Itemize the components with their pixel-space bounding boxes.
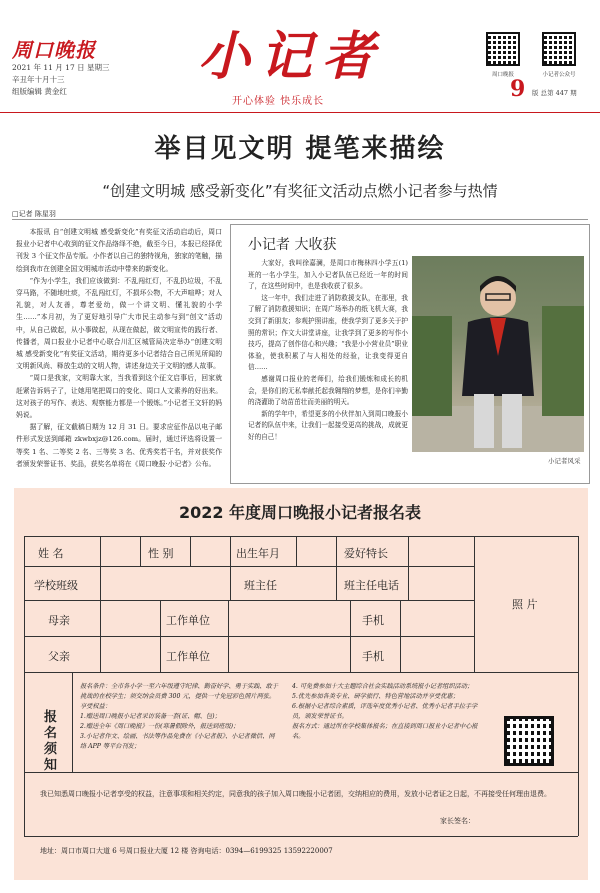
form-grid-line — [228, 600, 229, 672]
mother-label: 母亲 — [48, 614, 70, 627]
qr-caption-wechat: 小记者公众号 — [542, 72, 576, 78]
sidebar-title: 小记者 大收获 — [248, 237, 337, 253]
teacher-label: 班主任 — [244, 579, 277, 592]
page-number: 9 — [510, 76, 526, 102]
mother-phone-label: 手机 — [362, 614, 384, 627]
sidebar-paragraph: 这一年中，我们走进了消防救援支队，在那里，我了解了消防救援知识；在周广场举办的纸飞机大赛，我交到了新朋友；参观护照讲座，使我学到了更多关于护照的常识；作文大讲堂讲座，让我学到了更多的写作小技巧，提高了创作信心和兴趣；“我是小小营业员”职业体验，使我积累了与人相处的经验，让我变得更自信…… — [248, 293, 408, 372]
form-grid-line — [160, 600, 161, 672]
form-grid-line — [24, 636, 474, 637]
notice-item: 2.赠送全年《周口晚报》一份(寒暑假除外，报送到班级)； — [80, 723, 240, 730]
article-paragraph: “周口是我家，文明靠大家，当我看到这个征文启事后，回家就赶紧告诉妈子了，让她用笔把周口的变化、周口人文素养的好出来。这对孩子的写作、表达、观察能力都是一个锻炼。”小记者王文轩的妈妈说。 — [16, 374, 222, 420]
parent-signature-label: 家长签名： — [440, 817, 475, 825]
sidebar-paragraph: 感谢周口报业的老师们，给我们锻炼和成长的机会，是你们的无私奉献托起我翱翔的梦想，是你们辛勤的浇灌助了幼苗茁壮而美丽的明天。 — [248, 374, 408, 407]
form-grid-line — [190, 536, 191, 566]
article-paragraph: 本报讯 自“创建文明城 感受新变化”有奖征文活动启动后，周口报业小记者中心收到的征文作品络绎不绝，截至今日，本报已经择优刊发 3 个征文作品专版。小作者以自己的独特视角，独家的笔触，描绘到我市在创建全国文明城市活动中带来的新变化。 — [16, 228, 222, 273]
sidebar-paragraph: 新的学年中，希望更多的小伙伴加入到周口晚报小记者的队伍中来，让我们一起接受更高的挑战，成就更好的自己！ — [248, 409, 408, 441]
headline: 举目见文明 提笔来描绘 — [154, 134, 446, 164]
father-workplace-label: 工作单位 — [166, 650, 210, 663]
header-divider — [0, 112, 600, 113]
form-grid-line — [474, 536, 475, 672]
notice-item: 1.赠送周口晚报小记者采访装备一套(证、帽、包)； — [80, 713, 221, 720]
contact-address: 地址：周口市周口大道 6 号周口报业大厦 12 楼 咨询电话：0394—6199325 13592220007 — [40, 847, 333, 855]
notice-item: 享受权益： — [80, 703, 111, 710]
form-grid-line — [24, 566, 474, 567]
photo-caption: 小记者风采 — [548, 457, 581, 465]
form-grid-line — [24, 600, 474, 601]
form-grid-line — [24, 772, 578, 773]
qr-caption-paper: 周口晚报 — [491, 72, 514, 78]
section-slogan: 开心体验 快乐成长 — [232, 96, 325, 107]
form-grid-line — [24, 536, 25, 836]
reporter-figure-icon — [412, 256, 584, 452]
section-title: 小记者 — [198, 26, 385, 87]
byline: □记者 陈星羽 — [12, 210, 56, 218]
issue-date: 2021 年 11 月 17 日 星期三 — [12, 63, 110, 72]
qr-code-paper — [486, 32, 520, 66]
form-grid-line — [24, 672, 578, 673]
form-grid-line — [408, 536, 409, 600]
notice-item: 6.根据小记者综合素质，评选年度优秀小记者、优秀小记者手拉手学员，颁发荣誉证书。 — [292, 703, 478, 720]
form-grid-line — [24, 836, 578, 837]
article-body — [16, 226, 222, 470]
school-label: 学校班级 — [34, 579, 78, 592]
notice-item: 5.优先参加各类专业、研学旅行、特色营地活动并享受优惠； — [292, 693, 459, 700]
lunar-date: 辛丑年十月十三 — [12, 75, 65, 84]
sidebar-text — [248, 258, 408, 444]
article-paragraph: 据了解，征文截稿日期为 12 月 31 日。要求应征作品以电子邮件形式发送到邮箱 zkwbxjz@126.com。届时，通过评选将设置一等奖 1 名、二等奖 2 名、三等奖 3 名、优秀奖若干名，并对获奖作者颁发荣誉证书、奖品，获奖名单将在《周口晚报·小记者》公布。 — [16, 423, 222, 468]
father-phone-label: 手机 — [362, 650, 384, 663]
form-grid-line — [336, 536, 337, 600]
birth-label: 出生年月 — [236, 547, 280, 560]
layout-editor: 组版编辑 黄金红 — [12, 87, 67, 96]
form-grid-line — [72, 672, 73, 772]
father-label: 父亲 — [48, 650, 70, 663]
form-title: 2022 年度周口晚报小记者报名表 — [178, 503, 422, 522]
reporter-photo — [412, 256, 584, 452]
name-label: 姓 名 — [38, 547, 64, 560]
form-grid-line — [230, 536, 231, 600]
notice-item: 3.小记者作文、绘画、书法等作品免费在《小记者报》、小记者微信、网络 APP 等平台刊发； — [80, 733, 275, 750]
qr-code-signup — [504, 716, 554, 766]
sidebar-paragraph: 大家好，我叫徐嘉澜，是周口市梅林四小学五(1)班的一名小学生，加入小记者队伍已经近一年的时间了，在这些时间中，也是我收获了很多。 — [248, 259, 408, 291]
hobby-label: 爱好特长 — [344, 547, 388, 560]
form-grid-line — [140, 536, 141, 566]
teacher-phone-label: 班主任电话 — [344, 579, 399, 592]
subheadline: “创建文明城 感受新变化”有奖征文活动点燃小记者参与热情 — [102, 182, 498, 200]
notice-item: 报名方式：通过所在学校集体报名；在直接到周口报业小记者中心报名。 — [292, 723, 478, 740]
notice-label: 报名须知 — [44, 710, 58, 773]
photo-label: 照 片 — [512, 598, 538, 611]
form-grid-line — [350, 600, 351, 672]
notice-item: 4. 可免费参加十大主题综合社会实践活动系统报小记者组织活动； — [292, 683, 474, 690]
form-grid-line — [296, 536, 297, 566]
notice-left — [80, 682, 280, 752]
mother-workplace-label: 工作单位 — [166, 614, 210, 627]
form-grid-line — [578, 536, 579, 836]
paper-name-logo: 周口晚报 — [12, 38, 96, 62]
form-grid-line — [24, 536, 578, 537]
notice-item: 报名条件：全市各小学一至六年级遵守纪律、勤奋好学、勇于实践、敢于挑战的在校学生；须交纳会员费 300 元，提供一寸免冠彩色照片两张。 — [80, 683, 278, 700]
gender-label: 性 别 — [148, 547, 174, 560]
form-grid-line — [100, 536, 101, 672]
byline-divider — [12, 219, 588, 220]
page-label: 版 总第 447 期 — [532, 89, 577, 97]
notice-right — [292, 682, 488, 742]
form-grid-line — [400, 600, 401, 672]
qr-code-wechat — [542, 32, 576, 66]
article-paragraph: “作为小学生，我们应该做到：不乱闯红灯，不乱扔垃圾，不乱穿马路，不随地吐痰，不乱闯红灯，不损坏公物，不大声喧哗；对人礼貌，对人友善，尊老爱幼，做一个讲文明、懂礼貌的小学生……”本月初，为了更好地引导广大市民主动参与到“创文”活动中，从自己做起，从小事做起，从现在做起，做文明宣传的践行者、传播者，周口报业小记者中心联合川汇区城管局决定举办“创建文明城 感受新变化”有奖征文活动，期待更多小记者结合自己所见所闻的文明新风尚、释放生动的文明人物，讲述身边关于文明的感人故事。 — [16, 276, 222, 371]
parent-pledge: 我已知悉周口晚报小记者享受的权益，注意事项和相关约定，同意我的孩子加入周口晚报小记者团，交纳相应的费用，发放小记者证之日起，不再接受任何理由退费。 — [40, 790, 551, 798]
